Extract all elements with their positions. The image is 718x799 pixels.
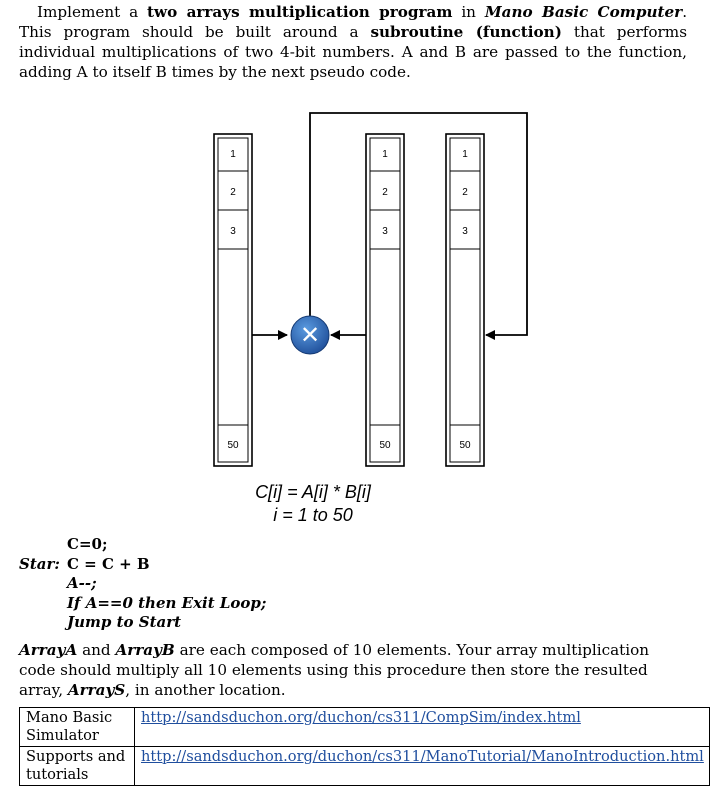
pseudo-line-2: C = C + B: [67, 554, 150, 573]
intro-text-4: that performs individual multiplications of two 4-bit numbers. A and B are passed to the function, adding A to itself B times by the next pseudo code.: [19, 23, 687, 81]
array-a: [214, 134, 252, 466]
outro-text-3: , in another location.: [125, 681, 286, 699]
link-label: Mano Basic Simulator: [20, 708, 135, 747]
pseudo-line-3: A--;: [67, 574, 97, 592]
array-b-name: ArrayB: [115, 641, 175, 659]
intro-bold-program: two arrays multiplication program: [147, 3, 453, 21]
intro-bold-mano: Mano Basic Computer: [484, 3, 683, 21]
array-s-name: ArrayS: [67, 681, 126, 699]
intro-text-3: . This program should be built around a: [19, 3, 688, 41]
pseudo-line-1: C=0;: [67, 535, 108, 553]
array-a-cell-2: 2: [230, 187, 236, 198]
formula: C[i] = A[i] * B[i]: [255, 482, 371, 502]
link-label: Supports and tutorials: [20, 747, 135, 786]
array-b-cell-3: 3: [382, 226, 388, 237]
array-b: [366, 134, 404, 466]
pseudo-line-4: If A==0 then Exit Loop;: [67, 593, 267, 612]
array-b-cell-1: 1: [382, 149, 388, 160]
array-a-name: ArrayA: [19, 641, 78, 659]
pseudo-code: [19, 535, 266, 633]
array-c-cell-last: 50: [459, 440, 471, 451]
outro-text-2: are each composed of 10 elements. Your array multiplication code should multiply all 10 elements using this procedure then store the resulted array,: [19, 641, 650, 699]
multiply-operator: [291, 316, 329, 354]
outro-text-1: and: [77, 641, 116, 659]
array-a-cell-last: 50: [227, 440, 239, 451]
pseudo-line-5: Jump to Start: [67, 613, 182, 631]
intro-text-1: Implement a: [37, 3, 148, 21]
array-a-cell-3: 3: [230, 226, 236, 237]
arrow-op-to-c: [310, 113, 527, 335]
intro-text-2: in: [452, 3, 485, 21]
array-c-cell-1: 1: [462, 149, 468, 160]
array-description: [19, 640, 687, 700]
array-c: [446, 134, 484, 466]
pseudo-label-start: Star:: [19, 554, 60, 573]
array-b-cell-2: 2: [382, 187, 388, 198]
resource-links-table: [19, 707, 710, 786]
array-a-cell-1: 1: [230, 149, 236, 160]
formula-range: i = 1 to 50: [273, 505, 353, 525]
table-row: [20, 708, 710, 747]
simulator-link[interactable]: http://sandsduchon.org/duchon/cs311/CompSim/index.html: [141, 709, 581, 726]
array-b-cell-last: 50: [379, 440, 391, 451]
multiply-icon: ✕: [299, 321, 321, 349]
tutorials-link[interactable]: http://sandsduchon.org/duchon/cs311/ManoTutorial/ManoIntroduction.html: [141, 748, 704, 765]
intro-bold-subroutine: subroutine (function): [370, 23, 562, 41]
array-c-cell-3: 3: [462, 226, 468, 237]
assignment-intro: [19, 2, 687, 82]
array-multiplication-diagram: [0, 108, 718, 533]
table-row: [20, 747, 710, 786]
array-c-cell-2: 2: [462, 187, 468, 198]
